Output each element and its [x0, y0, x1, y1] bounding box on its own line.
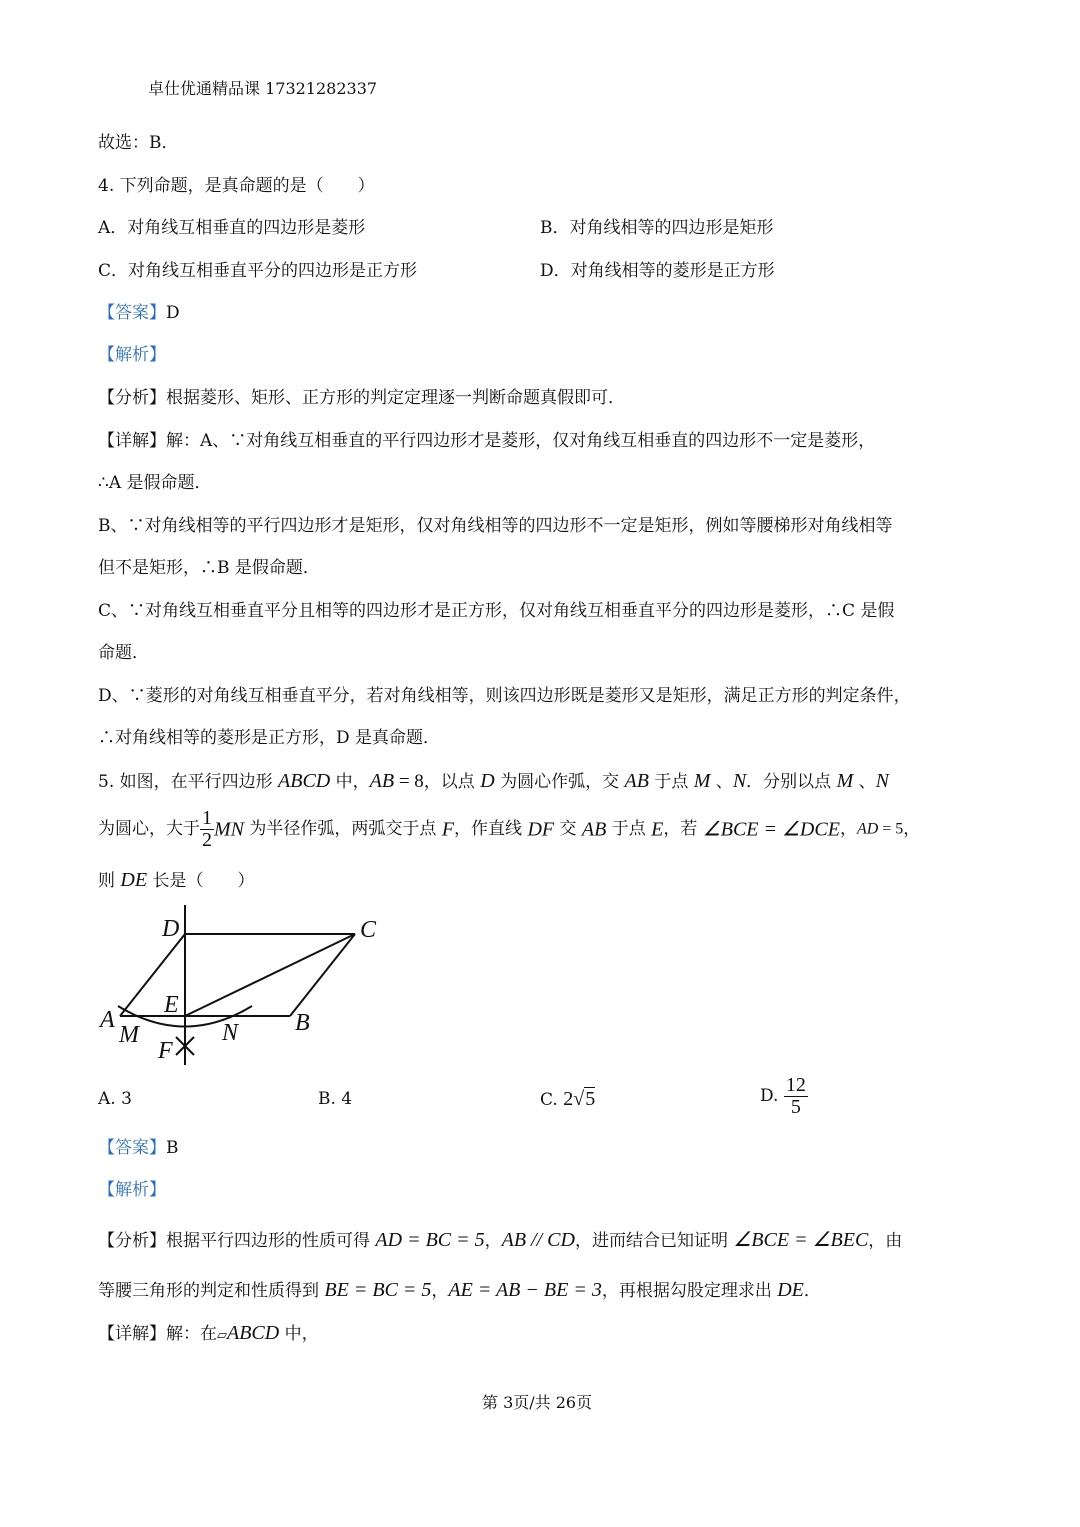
denominator: 5	[784, 1096, 808, 1118]
math: MN	[214, 818, 244, 841]
math: DF	[527, 818, 555, 841]
option-label: C.	[540, 1090, 558, 1110]
text: 为半径作弧，两弧交于点	[244, 819, 442, 839]
text: ，	[903, 819, 921, 839]
page-number: 第 3页/共 26页	[482, 1393, 593, 1412]
q4-option-b: B．对角线相等的四边形是矩形	[540, 218, 774, 238]
math: ∠BCE = ∠BEC	[733, 1229, 869, 1251]
detail-tag: 【详解】	[98, 1324, 166, 1344]
math: ∠BCE = ∠DCE	[702, 818, 840, 841]
q4-detail-line-3: B、∵对角线相等的平行四边形才是矩形，仅对角线相等的四边形不一定是矩形，例如等腰梯形对角线相等	[98, 516, 893, 536]
math: AE = AB − BE = 3	[448, 1279, 602, 1301]
text: 等腰三角形的判定和性质得到	[98, 1281, 325, 1301]
fraction-12-5	[784, 1075, 808, 1118]
q5-option-a: A. 3	[98, 1089, 132, 1109]
text: ，	[839, 819, 857, 839]
label-c: C	[360, 917, 377, 943]
detail-text: 解：A、∵对角线互相垂直的平行四边形才是菱形，仅对角线互相垂直的四边形不一定是菱形，	[166, 431, 876, 451]
math: DE	[777, 1279, 804, 1301]
text: 根据平行四边形的性质可得	[166, 1231, 376, 1251]
fenxi-text: 根据菱形、矩形、正方形的判定定理逐一判断命题真假即可．	[166, 388, 625, 408]
text: ，以点	[423, 772, 481, 792]
radicand: 5	[585, 1088, 596, 1110]
q3-conclusion: 故选：B．	[98, 133, 179, 153]
label-a: A	[100, 1007, 115, 1033]
text: 为圆心作弧，交	[494, 772, 625, 792]
text: 则	[98, 871, 121, 891]
text: ，再根据勾股定理求出	[601, 1281, 778, 1301]
text: 长是（ ）	[147, 871, 255, 891]
q5-detail-line-1	[98, 1323, 319, 1343]
q4-detail-line-4: 但不是矩形，∴B 是假命题．	[98, 558, 320, 578]
math: M	[693, 770, 711, 792]
parallelogram-symbol: ▱	[217, 1328, 227, 1343]
math: DE	[120, 869, 148, 891]
q5-answer	[98, 1140, 179, 1157]
q4-detail-line-2: ∴A 是假命题．	[98, 473, 212, 493]
text: 解：在	[166, 1324, 217, 1344]
answer-tag: 【答案】	[98, 1138, 166, 1158]
math: = 8	[394, 771, 424, 792]
text: ，作直线	[454, 819, 528, 839]
q5-option-c	[540, 1089, 595, 1109]
q5-fenxi-line-2	[98, 1280, 821, 1300]
q5-option-d	[760, 1075, 808, 1118]
fraction-half	[200, 808, 214, 851]
label-e: E	[164, 992, 179, 1018]
detail-tag: 【详解】	[98, 431, 166, 451]
math: M	[836, 770, 854, 792]
q4-detail-line-6: 命题．	[98, 643, 149, 663]
math: N	[875, 770, 889, 792]
math: AB	[624, 770, 649, 792]
label-d: D	[162, 916, 180, 942]
text: 于点	[606, 819, 652, 839]
math: F	[441, 818, 455, 841]
answer-value: B	[166, 1138, 179, 1158]
text: ，	[431, 1281, 449, 1301]
math: ABCD	[227, 1322, 280, 1344]
math: D	[480, 770, 495, 792]
numerator: 12	[785, 1074, 806, 1096]
math: AD	[856, 820, 879, 838]
q4-answer	[98, 305, 180, 322]
label-b: B	[295, 1010, 310, 1036]
q5-stem-line-1	[98, 771, 889, 791]
q4-stem: 4. 下列命题，是真命题的是（ ）	[98, 176, 375, 196]
text: ．分别以点	[746, 772, 837, 792]
math: AB // CD	[501, 1229, 575, 1251]
segment-ec	[185, 934, 355, 1016]
answer-value: D	[166, 303, 180, 323]
fenxi-tag: 【分析】	[98, 388, 166, 408]
label-f: F	[158, 1038, 173, 1064]
q4-detail-line-7: D、∵菱形的对角线互相垂直平分，若对角线相等，则该四边形既是菱形又是矩形，满足正方形的判定条件，	[98, 686, 911, 706]
q4-detail-line-5: C、∵对角线互相垂直平分且相等的四边形才是正方形，仅对角线互相垂直平分的四边形是菱形，∴C 是假	[98, 601, 895, 621]
option-label: D.	[760, 1086, 779, 1106]
q5-fenxi-line-1	[98, 1230, 902, 1250]
watermark: 卓仕优通精品课 17321282337	[148, 79, 378, 98]
text: 中，	[330, 772, 370, 792]
math: E	[651, 818, 664, 841]
numerator: 1	[202, 807, 212, 829]
q5-analysis-tag: 【解析】	[98, 1180, 166, 1200]
fenxi-tag: 【分析】	[98, 1231, 166, 1251]
sqrt-expression: 2√5	[563, 1088, 596, 1110]
q5-stem-line-2	[98, 808, 920, 851]
q5-option-b: B. 4	[318, 1089, 353, 1109]
text: ．	[803, 1281, 821, 1301]
label-n: N	[222, 1020, 239, 1046]
text: 中，	[279, 1324, 319, 1344]
q4-analysis-tag: 【解析】	[98, 345, 166, 365]
text: 5. 如图，在平行四边形	[98, 772, 279, 792]
label-m: M	[119, 1022, 139, 1048]
math: ABCD	[278, 770, 331, 792]
math: N	[732, 770, 747, 792]
text: 于点	[648, 772, 694, 792]
q5-stem-line-3	[98, 870, 254, 890]
coefficient: 2	[563, 1088, 574, 1110]
q4-detail-line-1	[98, 433, 875, 450]
parallelogram-figure	[90, 895, 400, 1075]
denominator: 2	[202, 829, 212, 851]
text: ，若	[663, 819, 703, 839]
answer-tag: 【答案】	[98, 303, 166, 323]
math: AD = BC = 5	[375, 1229, 485, 1251]
text: ，由	[868, 1231, 903, 1251]
math: BE = BC = 5	[324, 1279, 432, 1301]
side-bc	[290, 934, 355, 1016]
text: 为圆心，大于	[98, 819, 200, 839]
math: AB	[581, 818, 607, 841]
q4-detail-line-8: ∴对角线相等的菱形是正方形，D 是真命题．	[98, 728, 441, 748]
text: 、	[853, 772, 876, 792]
math: = 5	[878, 820, 904, 838]
text: 交	[554, 819, 582, 839]
q4-option-c: C．对角线互相垂直平分的四边形是正方形	[98, 261, 418, 281]
math: AB	[369, 770, 395, 792]
text: 、	[710, 772, 733, 792]
text: ，进而结合已知证明	[574, 1231, 734, 1251]
q4-option-d: D．对角线相等的菱形是正方形	[540, 261, 775, 281]
q4-option-a: A．对角线互相垂直的四边形是菱形	[98, 218, 366, 238]
text: ，	[484, 1231, 502, 1251]
q4-fenxi	[98, 390, 625, 407]
